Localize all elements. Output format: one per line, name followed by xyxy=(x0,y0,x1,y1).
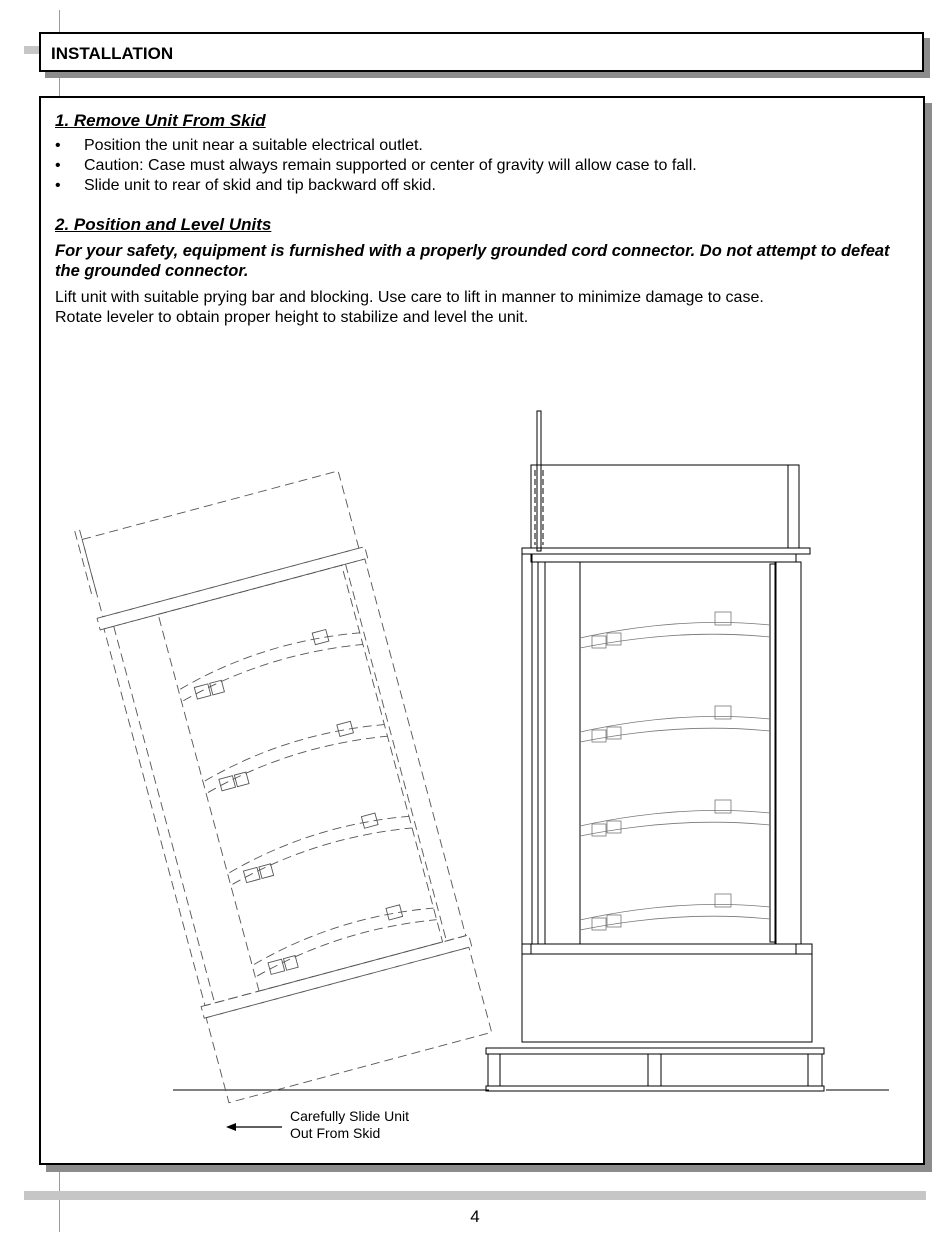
caption-line: Out From Skid xyxy=(290,1125,381,1141)
figure-caption xyxy=(290,1108,409,1142)
upright-shelves xyxy=(580,612,770,930)
page-number: 4 xyxy=(470,1207,480,1226)
tilted-shelf-tags xyxy=(189,630,409,975)
upright-case-outline xyxy=(486,411,824,1091)
left-arrow-icon xyxy=(226,1123,282,1131)
page-title: INSTALLATION xyxy=(51,44,174,63)
section-2-title: 2. Position and Level Units xyxy=(55,215,272,234)
list-item-text: Position the unit near a suitable electrical outlet. xyxy=(84,137,423,154)
list-item-text: Slide unit to rear of skid and tip backward off skid. xyxy=(84,177,436,194)
list-item-text: Caution: Case must always remain supported or center of gravity will allow case to fall. xyxy=(84,157,697,174)
safety-warning: For your safety, equipment is furnished with a properly grounded cord connector. Do not attempt to defeat the grounded connector. xyxy=(55,242,890,280)
instruction-line: Rotate leveler to obtain proper height to stabilize and level the unit. xyxy=(55,309,529,326)
bullet-icon: • xyxy=(55,157,61,174)
instruction-line: Lift unit with suitable prying bar and blocking. Use care to lift in manner to minimize damage to case. xyxy=(55,289,764,306)
tilted-case-outline xyxy=(74,460,495,1104)
caption-line: Carefully Slide Unit xyxy=(290,1108,410,1124)
bullet-icon: • xyxy=(55,177,61,194)
section-1-title: 1. Remove Unit From Skid xyxy=(55,111,266,130)
bullet-icon: • xyxy=(55,137,61,154)
